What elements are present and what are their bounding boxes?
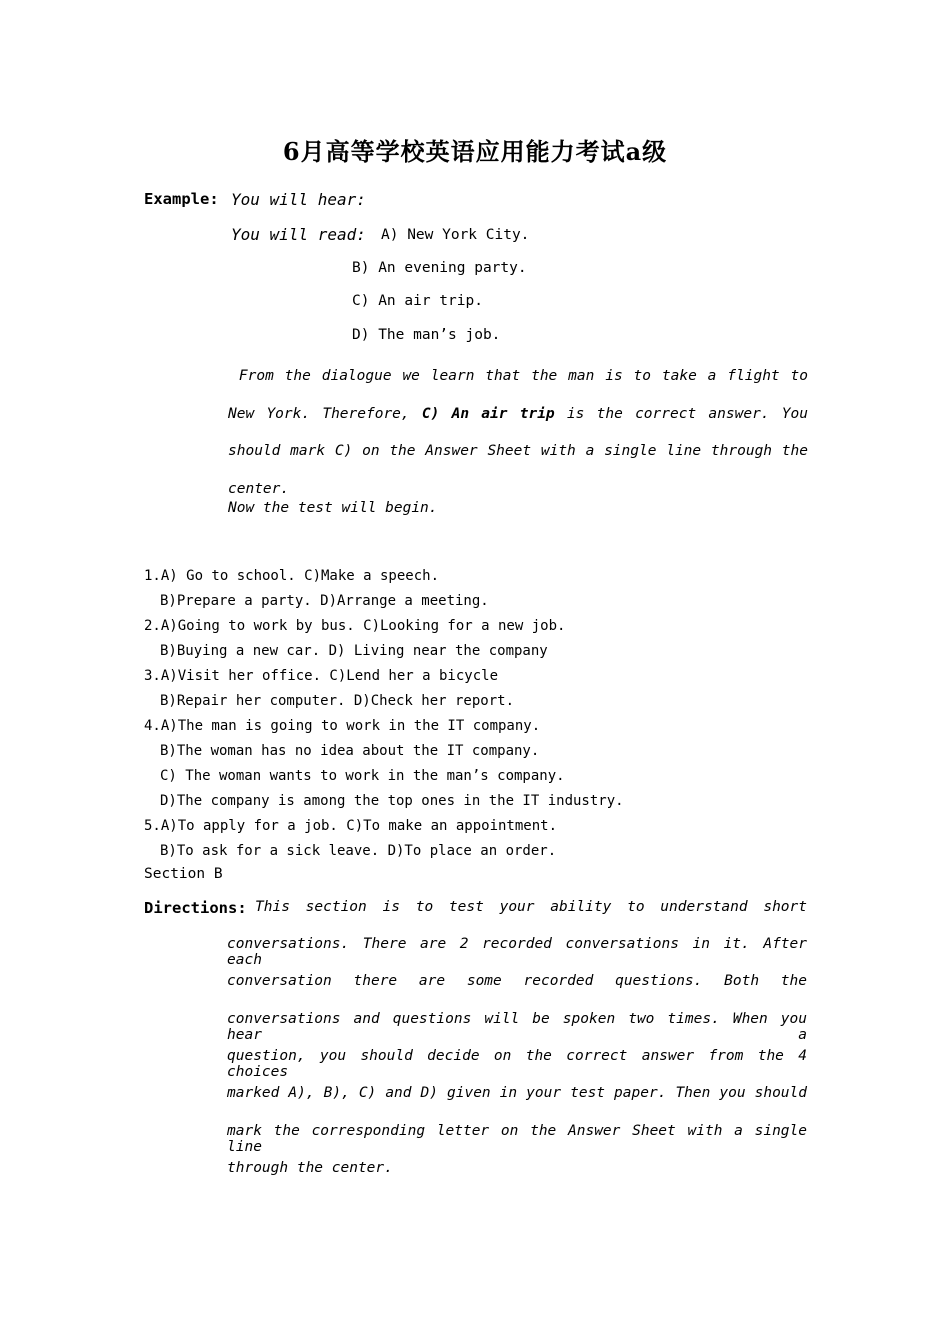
example-read: You will read: bbox=[231, 225, 366, 244]
directions-line-5: question, you should decide on the correct answer from the 4 choices bbox=[227, 1048, 807, 1080]
question-3-line-1: 3.A)Visit her office. C)Lend her a bicycle bbox=[144, 668, 499, 684]
example-option-b: B) An evening party. bbox=[352, 260, 527, 276]
question-2-line-2: B)Buying a new car. D) Living near the company bbox=[160, 643, 548, 659]
question-5-line-2: B)To ask for a sick leave. D)To place an order. bbox=[160, 843, 557, 859]
directions-line-3: conversation there are some recorded questions. Both the bbox=[227, 973, 807, 989]
directions-label: Directions: bbox=[144, 899, 247, 917]
question-4-line-1: 4.A)The man is going to work in the IT company. bbox=[144, 718, 541, 734]
example-label: Example: bbox=[144, 190, 219, 208]
question-2-line-1: 2.A)Going to work by bus. C)Looking for a new job. bbox=[144, 618, 566, 634]
test-begin-note: Now the test will begin. bbox=[228, 500, 438, 516]
example-option-d: D) The man’s job. bbox=[352, 327, 501, 343]
section-b-heading: Section B bbox=[144, 866, 223, 882]
example-option-a: A) New York City. bbox=[381, 227, 530, 243]
directions-line-2: conversations. There are 2 recorded conversations in it. After each bbox=[227, 936, 807, 968]
question-3-line-2: B)Repair her computer. D)Check her report. bbox=[160, 693, 515, 709]
question-4-line-4: D)The company is among the top ones in the IT industry. bbox=[160, 793, 624, 809]
directions-line-4: conversations and questions will be spoken two times. When you hear a bbox=[227, 1011, 807, 1043]
explanation-text-2: is the correct answer. You should mark C) on the Answer Sheet with a single line through the center. bbox=[228, 405, 808, 497]
directions-line-8: through the center. bbox=[227, 1160, 393, 1176]
question-4-line-3: C) The woman wants to work in the man’s company. bbox=[160, 768, 565, 784]
directions-line-1: This section is to test your ability to understand short bbox=[255, 899, 807, 915]
directions-line-6: marked A), B), C) and D) given in your test paper. Then you should bbox=[227, 1085, 807, 1101]
explanation-answer: C) An air trip bbox=[421, 405, 555, 422]
explanation-text-1: From the dialogue we learn that the man is to take a flight to New York. Therefore, bbox=[228, 368, 808, 422]
question-1-line-1: 1.A) Go to school. C)Make a speech. bbox=[144, 568, 440, 584]
page-title: 6月高等学校英语应用能力考试a级 bbox=[282, 137, 668, 166]
example-hear: You will hear: bbox=[231, 190, 366, 209]
question-1-line-2: B)Prepare a party. D)Arrange a meeting. bbox=[160, 593, 489, 609]
question-5-line-1: 5.A)To apply for a job. C)To make an appointment. bbox=[144, 818, 558, 834]
directions-line-7: mark the corresponding letter on the Answer Sheet with a single line bbox=[227, 1123, 807, 1155]
example-option-c: C) An air trip. bbox=[352, 293, 483, 309]
question-4-line-2: B)The woman has no idea about the IT company. bbox=[160, 743, 540, 759]
example-explanation bbox=[228, 358, 808, 508]
